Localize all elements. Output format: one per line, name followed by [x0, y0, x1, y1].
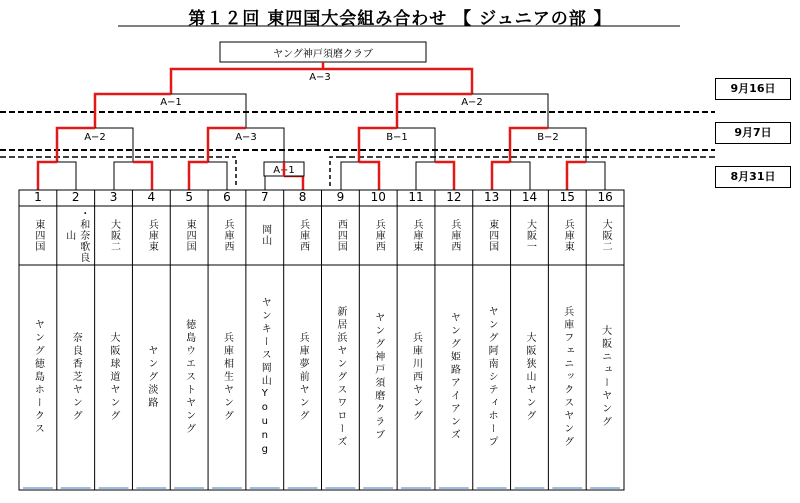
entry-team-text: ヤング阿南シティホープ — [486, 305, 498, 449]
entry-prefecture-text: 大阪二 — [108, 218, 120, 252]
entry-prefecture-text: 兵庫東 — [411, 218, 423, 252]
round-label-qf: B−2 — [537, 132, 559, 143]
round-label-semi-right: A−2 — [461, 97, 483, 108]
entry-prefecture-text: 東四国 — [32, 218, 44, 252]
entry-number: 14 — [521, 190, 538, 204]
entry-prefecture — [359, 206, 397, 264]
entry-team-text: ヤング神戸須磨クラブ — [372, 312, 384, 442]
entry-team-text: ヤング淡路 — [145, 344, 157, 410]
entry-number: 9 — [336, 190, 345, 204]
entry-number: 2 — [71, 190, 80, 204]
round-label-final: A−3 — [309, 72, 331, 83]
entry-prefecture-text: 兵庫東 — [562, 218, 574, 252]
entry-team — [322, 266, 360, 488]
entry-team — [511, 266, 549, 488]
entry-team-text: 兵庫フェニックスヤング — [561, 305, 573, 449]
win-line — [567, 162, 586, 190]
entry-number: 12 — [446, 190, 462, 204]
entry-team-text: 徳島ウエストヤング — [183, 318, 195, 436]
win-line — [323, 69, 472, 94]
entry-team-text: 兵庫川西ヤング — [410, 331, 422, 423]
entry-prefecture — [511, 206, 549, 264]
entry-prefecture-text: 兵庫西 — [448, 218, 460, 252]
win-line — [189, 162, 208, 190]
round-label-qf: B−1 — [386, 132, 408, 143]
entry-number: 4 — [147, 190, 156, 204]
entry-number: 15 — [559, 190, 575, 204]
entry-number: 6 — [223, 190, 231, 204]
entry-number: 3 — [109, 190, 118, 204]
win-line — [171, 69, 323, 94]
entry-team — [57, 266, 95, 488]
entry-prefecture — [132, 206, 170, 264]
win-line — [492, 162, 510, 190]
entry-team-text: ヤング姫路アイアンズ — [448, 312, 460, 442]
entry-prefecture — [548, 206, 586, 264]
entry-team-text: ヤング徳島ホークス — [32, 318, 44, 436]
win-line — [435, 162, 454, 190]
entry-prefecture-text: 兵庫東 — [146, 218, 158, 252]
entry-prefecture-text: 大阪一 — [524, 218, 536, 252]
entry-team — [473, 266, 511, 488]
entry-team-text: 大阪球道ヤング — [108, 331, 120, 423]
date-box-first: 8月31日 — [715, 166, 791, 188]
entry-team-text: 大阪狭山ヤング — [523, 331, 535, 423]
entry-team — [397, 266, 435, 488]
entry-number: 7 — [260, 190, 269, 204]
entry-prefecture — [284, 206, 322, 264]
entry-team — [19, 266, 57, 488]
entry-prefecture-text: 兵庫西 — [221, 218, 233, 252]
entry-prefecture — [586, 206, 624, 264]
entry-prefecture — [57, 206, 95, 264]
entry-team-text: 新居浜ヤングスワローズ — [334, 305, 346, 449]
round-label-qf: A−3 — [235, 132, 257, 143]
entry-prefecture-text: ・和奈歌良山 — [63, 207, 89, 263]
win-line — [359, 162, 379, 190]
entry-prefecture — [95, 206, 133, 264]
date-box-semi: 9月7日 — [715, 122, 791, 144]
entry-number: 1 — [34, 190, 42, 204]
entry-prefecture-text: 兵庫西 — [297, 218, 309, 252]
entry-team — [95, 266, 133, 488]
entry-prefecture-text: 東四国 — [184, 218, 196, 252]
entry-prefecture-text: 大阪二 — [600, 218, 612, 252]
entry-team — [132, 266, 170, 488]
entry-team-text: 奈良香芝ヤング — [70, 331, 82, 423]
entry-team — [435, 266, 473, 488]
entry-prefecture-text: 西四国 — [335, 218, 347, 252]
entry-number: 13 — [484, 190, 500, 204]
entry-team-text: 兵庫相生ヤング — [221, 331, 233, 423]
entry-prefecture — [170, 206, 208, 264]
entry-prefecture — [397, 206, 435, 264]
entry-team — [284, 266, 322, 488]
entry-prefecture-text: 兵庫西 — [373, 218, 385, 252]
entry-number: 16 — [597, 190, 613, 204]
entry-number: 5 — [185, 190, 193, 204]
round-label-r1: A−1 — [273, 165, 295, 176]
win-line — [38, 162, 57, 190]
entry-team-text: 大阪ニューヤング — [599, 325, 611, 429]
entry-team — [359, 266, 397, 488]
entry-prefecture — [322, 206, 360, 264]
entry-team — [246, 266, 284, 488]
round-label-semi-left: A−1 — [160, 97, 182, 108]
separator-line — [330, 157, 340, 188]
entry-team-text: ヤンキース岡山Young — [259, 296, 271, 458]
entry-prefecture — [473, 206, 511, 264]
entry-team — [586, 266, 624, 488]
page-title: 第１２回 東四国大会組み合わせ 【 ジュニアの部 】 — [188, 9, 612, 29]
entry-prefecture-text: 東四国 — [486, 218, 498, 252]
entry-number: 11 — [408, 190, 424, 204]
entry-prefecture — [19, 206, 57, 264]
winner-label: ヤング神戸須磨クラブ — [273, 49, 373, 60]
entry-team-text: 兵庫夢前ヤング — [297, 331, 309, 423]
entry-prefecture — [208, 206, 246, 264]
entry-prefecture — [435, 206, 473, 264]
round-label-qf: A−2 — [84, 132, 106, 143]
entry-prefecture — [246, 206, 284, 264]
win-line — [284, 176, 303, 190]
entry-prefecture-text: 岡山 — [259, 224, 271, 246]
entry-team — [208, 266, 246, 488]
win-line — [133, 162, 152, 190]
entry-number: 10 — [370, 190, 386, 204]
entry-team — [548, 266, 586, 488]
date-box-final: 9月16日 — [715, 78, 791, 100]
entry-team — [170, 266, 208, 488]
entry-number: 8 — [298, 190, 307, 204]
